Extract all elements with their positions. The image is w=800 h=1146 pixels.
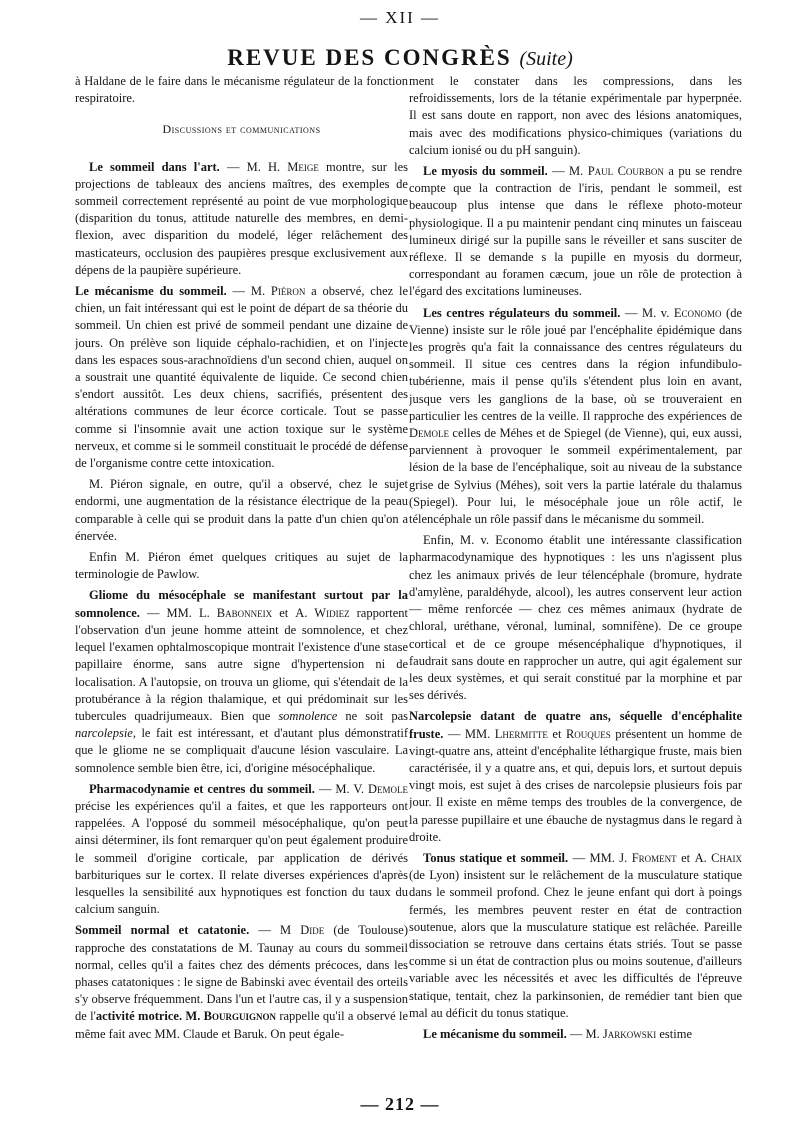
conjunction: et	[272, 605, 296, 620]
author-name: J. Froment	[619, 850, 677, 865]
paragraph-sommeil-art	[75, 159, 408, 279]
italic-term: somnolence	[278, 708, 338, 723]
paragraph-text: rappelle qu'il a observé le même fait avec MM. Claude et Baruk. On peut égale-	[75, 1009, 408, 1041]
paragraph-text: a observé, chez le chien, un fait intéressant qui est le point de départ de sa théorie du sommeil. Un chien est privé de sommeil pendant une dizaine de jours. On prélève son liquide céphalo-rachidien, et on l'injecte dans les espaces sous-arachnoïdiens d'un second chien, auquel on a soustrait une quantité équivalente de liquide. Ce second chien s'endort aussitôt. Les deux chiens, sacrifiés, présentent des altérations communes de leur écorce corticale. Tout se passe comme si l'insomnie avait une action toxique sur le système nerveux, et comme si le sommeil constituait le procédé de défense de l'organisme contre cette intoxication.	[75, 284, 408, 471]
paragraph-pieron-critiques: Enfin M. Piéron émet quelques critiques au sujet de la terminologie de Pawlow.	[75, 550, 408, 582]
dash: — MM.	[568, 850, 620, 865]
bold-text: activité motrice. M.	[95, 1009, 201, 1024]
author-name: A. Chaix	[694, 850, 742, 865]
paragraph-text: (de Toulouse) rapproche des constatations de M. Taunay au cours du sommeil normal, celles qu'il a faites chez des déments précoces, dans les phases catatoniques : le signe de Babinski avec éventail des orteils s'y observe fréquemment. Dans l'un et l'autre cas, il y a suspension de l'	[75, 923, 408, 1024]
dash: — M. H.	[219, 159, 288, 174]
author-name: Economo	[673, 305, 722, 320]
dash: — MM.	[139, 605, 199, 620]
dash: — M. v.	[620, 305, 674, 320]
conjunction: et	[547, 726, 566, 741]
paragraph-text: présentent un homme de vingt-quatre ans, atteint d'encéphalite léthargique fruste, mais bien caractérisée, il y a quatre ans, et qui, depuis lors, et surtout depuis vingt mois, est sujet à des crises de narcolepsie plusieurs fois par jour. Il existe en même temps des troubles de la convergence, de la paresse pupillaire et une ébauche de nystagmus dans le regard à droite.	[409, 726, 742, 844]
paragraph-lead: Le sommeil dans l'art.	[89, 159, 220, 174]
journal-title	[0, 44, 800, 73]
paragraph-lead: Tonus statique et sommeil.	[423, 850, 569, 865]
paragraph-lead: Le mécanisme du sommeil.	[423, 1026, 567, 1041]
author-name: Meige	[287, 159, 319, 174]
continuation-paragraph: ment le constater dans les compressions, dans les refroidissements, lors de la tétanie expérimentale par hyperpnée. Il est sans doute en rapport, non avec des lésions anatomiques, mais avec des modifications physico-chimiques (variations du calcium ionisé ou du pH sanguin).	[409, 74, 742, 157]
dash: — M.	[226, 284, 271, 299]
paragraph-pieron-signale: M. Piéron signale, en outre, qu'il a observé, chez le sujet endormi, une augmentation de la résistance électrique de la peau comparable à celle qui se produit dans la patte d'un chien qu'on a énervée.	[75, 477, 408, 543]
paragraph-text: ne soit pas	[337, 708, 408, 723]
paragraph-text: (de Vienne) insiste sur le rôle joué par l'encéphalite épidémique dans les progrès qu'a fait la connaissance des centres régulateurs du sommeil. Il situe ces centres dans la région infundibulo-tubérienne, mais il pense qu'ils s'étendent plus loin en avant, jusque vers les ganglions de la base, où se trouveraient en particulier les centres de la veille. Il rapproche des expériences de	[409, 305, 742, 423]
paragraph-catatonie	[75, 922, 408, 1042]
right-column	[409, 73, 742, 1091]
paragraph-lead: Pharmacodynamie et centres du sommeil.	[89, 781, 315, 796]
paragraph-text: a pu se rendre compte que la contraction de l'iris, pendant le sommeil, est beaucoup plus intense que dans le réflexe photo-moteur physiologique. Il a pu maintenir pendant cinq minutes un faisceau lumineux dirigé sur la pupille sans le réveiller et sans susciter de réflexe. Il se demande s la pupille en myosis du dormeur, correspondant au foramen cæcum, joue un rôle de protection à l'égard des excitations lumineuses.	[409, 164, 742, 299]
paragraph-narcolepsie	[409, 708, 742, 846]
paragraph-economo-classification: Enfin, M. v. Economo établit une intéressante classification pharmacodynamique des hypnotiques : les uns n'agissent plus chez les animaux privés de leur télencéphale (bromure, hydrate d'amylène, paraldéhyde, alcool), les autres conservent leur action — même renforcée — chez ces mêmes animaux (hydrate de chloral, uréthane, véronal, luminal, somnifène). De ce groupe cortical et de ce groupe mésencéphalique d'hypnotiques, il faudrait sans doute en rapprocher un autre, qui agit également sur les deux systèmes, et qui serait constitué par la morphine et par ses dérivés.	[409, 533, 742, 703]
author-name: Demole	[367, 781, 408, 796]
paragraph-lead: Narcolepsie datant de quatre ans, séquelle d'encéphalite fruste.	[409, 709, 742, 741]
conjunction: et	[676, 850, 695, 865]
section-heading: Discussions et communications	[162, 122, 321, 137]
author-name: Piéron	[270, 284, 306, 299]
paragraph-jarkowski	[409, 1026, 742, 1043]
paragraph-tonus-statique	[409, 850, 742, 1022]
intro-paragraph: à Haldane de le faire dans le mécanisme régulateur de la fonction respiratoire.	[75, 74, 408, 106]
footer-page-number: — 212 —	[360, 1094, 440, 1114]
dash: — M.	[547, 164, 588, 179]
paragraph-text: (de Lyon) insistent sur le relâchement de la musculature statique dans le sommeil profond. Chez le jeune enfant qui dort à poings fermés, les membres peuvent rester en état de contraction soutenue, alors que la musculature statique est relâchée. Pareille dissociation se retrouve dans certains états striés. Tout se passe comme si un état de contraction plus ou moins soutenue, d'ailleurs variable avec les nécessités et avec les difficultés de l'épreuve statique, tentait, chez la parkinsonien, de remédier tant bien que mal au déficit du tonus statique.	[409, 868, 742, 1020]
journal-title-suffix: (Suite)	[519, 48, 573, 70]
paragraph-text: montre, sur les projections de tableaux des anciens maîtres, des exemples de sommeil correctement représenté au point de vue morphologique (disparition du tonus, attitude naturelle des membres, en demi-flexion, avec disparition du modelé, léger relâchement des masticateurs, occlusion des paupières presque exclusivement aux dépens de la paupière supérieure.	[75, 159, 408, 277]
author-name: Paul Courbon	[587, 164, 664, 179]
roman-page-number: — XII —	[359, 8, 441, 27]
author-name: Lhermitte	[494, 726, 548, 741]
paragraph-lead: Les centres régulateurs du sommeil.	[423, 305, 621, 320]
author-name: A. Widiez	[295, 605, 350, 620]
paragraph-lead: Le mécanisme du sommeil.	[75, 284, 227, 299]
paragraph-lead: Gliome du mésocéphale se manifestant surtout par la somnolence.	[75, 588, 408, 620]
paragraph-myosis	[409, 163, 742, 301]
paragraph-mecanisme	[75, 283, 408, 472]
dash: — M.	[566, 1026, 603, 1041]
author-name: Dide	[300, 923, 325, 938]
dash: — MM.	[443, 726, 495, 741]
paragraph-lead: Sommeil normal et catatonie.	[75, 923, 250, 938]
author-name: Jarkowski	[602, 1026, 657, 1041]
paragraph-centres-regulateurs	[409, 305, 742, 529]
paragraph-text: , le fait est intéressant, et d'autant plus démonstratif que le gliome ne se compliquait d'aucune lésion vasculaire. La somnolence semble bien être, ici, d'origine mésocéphalique.	[75, 726, 408, 775]
author-name: Demole	[409, 426, 450, 441]
paragraph-text: rapportent l'observation d'un jeune homme atteint de somnolence, et chez lequel l'examen ophtalmoscopique montrait l'existence d'une stase papillaire énorme, sans autre signe d'hypertension ni de localisation. A l'autopsie, on trouva un gliome, qui s'étendait de la protubérance à la région thalamique, et qui prédominait sur les tubercules quadrijumeaux. Bien que	[75, 605, 408, 723]
dash: — M	[249, 923, 301, 938]
paragraph-gliome	[75, 587, 408, 776]
italic-term: narcolepsie	[75, 726, 133, 741]
journal-title-text: REVUE DES CONGRÈS	[227, 45, 512, 70]
left-column	[75, 73, 408, 1091]
author-name: Rouques	[565, 726, 611, 741]
author-name: Bourguignon	[203, 1009, 277, 1024]
paragraph-lead: Le myosis du sommeil.	[423, 164, 548, 179]
paragraph-pharmacodynamie	[75, 781, 408, 919]
paragraph-text: estime	[656, 1026, 692, 1041]
paragraph-text: celles de Méhes et de Spiegel (de Vienne), qui, eux aussi, parviennent à provoquer le sommeil expérimentalement, par lésion de la base de l'encéphalique, soit au niveau de la substance grise de Sylvius (Méhes), soit vers la partie latérale du thalamus (Spiegel). Pour lui, le mésocéphale joue un rôle actif, le télencéphale un rôle passif dans le mécanisme du sommeil.	[409, 426, 742, 527]
dash: — M. V.	[314, 781, 368, 796]
author-name: L. Babonneix	[198, 605, 273, 620]
paragraph-text: précise les expériences qu'il a faites, et que les rapporteurs ont rappelées. A l'opposé du sommeil mésocéphalique, qu'on peut ainsi déterminer, ils font remarquer qu'on peut également produire le sommeil d'origine corticale, par application de dérivés barbituriques sur le cortex. Il relate diverses expériences d'après lesquelles la sensibilité aux hypnotiques est fonction du taux du calcium sanguin.	[75, 798, 408, 917]
